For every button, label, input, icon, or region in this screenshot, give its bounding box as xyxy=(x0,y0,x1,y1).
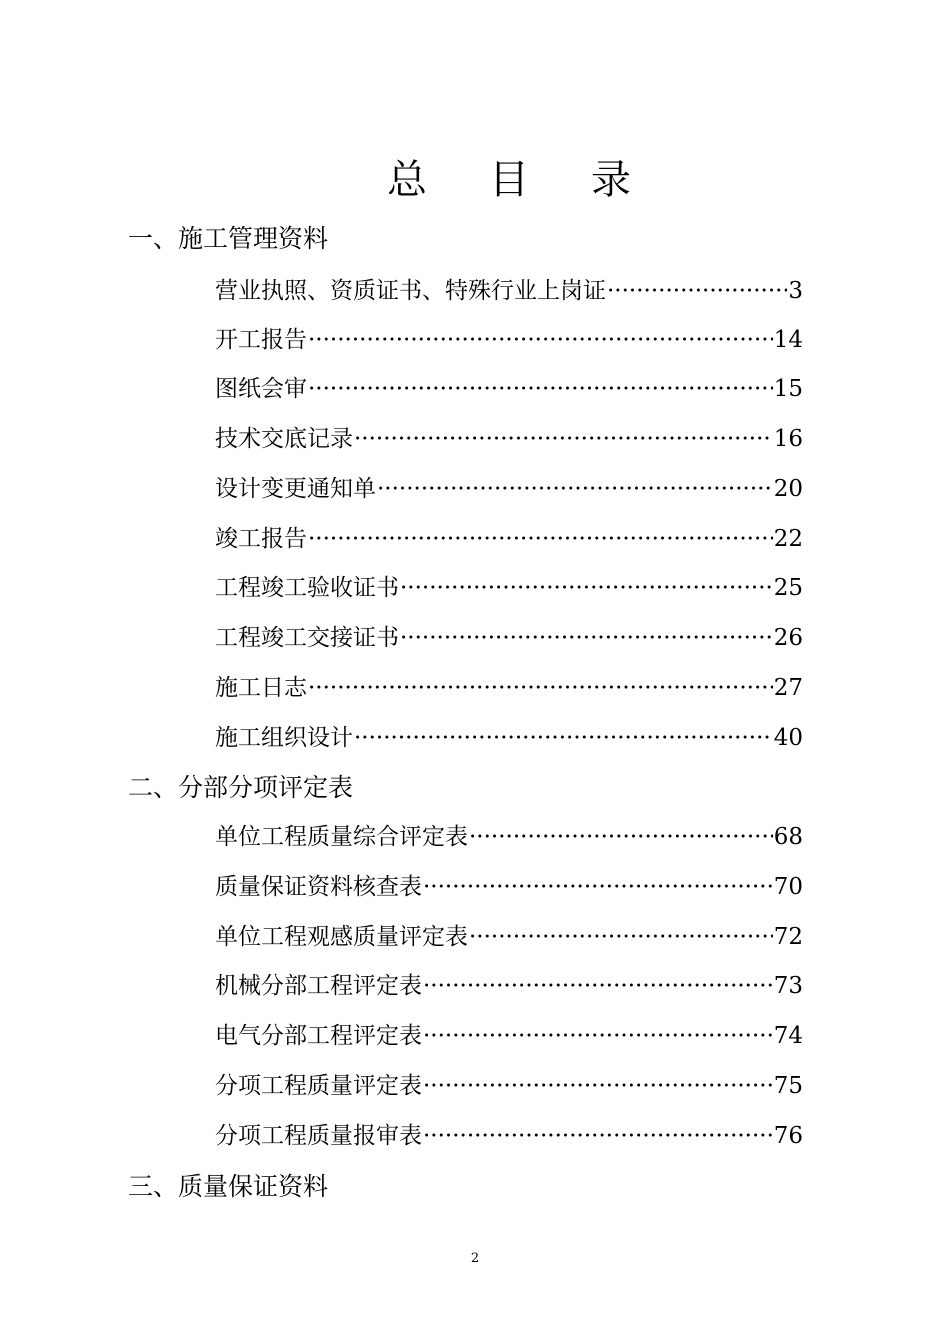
toc-entry-page: 75 xyxy=(773,1073,803,1099)
toc-entry[interactable] xyxy=(215,672,803,704)
toc-entry-label: 质量保证资料核查表 xyxy=(215,874,422,900)
toc-entry-page: 22 xyxy=(773,526,803,552)
page-title xyxy=(0,152,950,208)
dot-leader xyxy=(308,672,773,704)
dot-leader xyxy=(354,423,773,455)
toc-entry-page: 76 xyxy=(773,1123,803,1149)
dot-leader xyxy=(400,622,773,654)
title-char: 目 xyxy=(489,157,529,203)
toc-entry[interactable] xyxy=(215,324,803,356)
toc-entry-label: 单位工程质量综合评定表 xyxy=(215,824,468,850)
toc-entry-page: 25 xyxy=(773,575,803,601)
toc-entry-label: 电气分部工程评定表 xyxy=(215,1023,422,1049)
toc-entry-label: 技术交底记录 xyxy=(215,426,353,452)
section-heading: 二、分部分项评定表 xyxy=(128,773,354,802)
toc-entry-page: 68 xyxy=(773,824,803,850)
dot-leader xyxy=(423,1120,773,1152)
toc-entry-label: 施工组织设计 xyxy=(215,725,353,751)
title-char: 总 xyxy=(387,157,427,203)
section-heading: 一、施工管理资料 xyxy=(128,224,329,253)
toc-entry-page: 40 xyxy=(773,725,803,751)
toc-entry[interactable] xyxy=(215,1120,803,1152)
dot-leader xyxy=(354,722,773,754)
dot-leader xyxy=(423,1020,773,1052)
dot-leader xyxy=(607,275,787,307)
toc-entry-page: 14 xyxy=(773,327,803,353)
toc-entry-page: 73 xyxy=(773,973,803,999)
toc-entry-label: 图纸会审 xyxy=(215,376,307,402)
toc-entry[interactable] xyxy=(215,722,803,754)
toc-entry-page: 20 xyxy=(773,476,803,502)
dot-leader xyxy=(423,871,773,903)
toc-entry[interactable] xyxy=(215,572,803,604)
toc-entry[interactable] xyxy=(215,373,803,405)
toc-entry[interactable] xyxy=(215,275,803,307)
toc-entry[interactable] xyxy=(215,970,803,1002)
toc-entry-label: 营业执照、资质证书、特殊行业上岗证 xyxy=(215,278,606,304)
page-number: 2 xyxy=(470,1251,480,1266)
toc-entry-page: 70 xyxy=(773,874,803,900)
toc-entry-label: 施工日志 xyxy=(215,675,307,701)
toc-entry[interactable] xyxy=(215,1020,803,1052)
toc-entry-page: 27 xyxy=(773,675,803,701)
dot-leader xyxy=(308,523,773,555)
dot-leader xyxy=(469,921,773,953)
toc-entry[interactable] xyxy=(215,523,803,555)
toc-entry-label: 机械分部工程评定表 xyxy=(215,973,422,999)
dot-leader xyxy=(308,324,773,356)
toc-entry[interactable] xyxy=(215,423,803,455)
title-char: 录 xyxy=(591,157,631,203)
section-heading: 三、质量保证资料 xyxy=(128,1172,329,1201)
dot-leader xyxy=(423,1070,773,1102)
toc-entry-page: 15 xyxy=(773,376,803,402)
toc-entry[interactable] xyxy=(215,1070,803,1102)
toc-entry[interactable] xyxy=(215,622,803,654)
dot-leader xyxy=(423,970,773,1002)
toc-entry-page: 72 xyxy=(773,924,803,950)
toc-entry-label: 单位工程观感质量评定表 xyxy=(215,924,468,950)
toc-entry-page: 3 xyxy=(788,278,803,304)
dot-leader xyxy=(308,373,773,405)
toc-entry-label: 分项工程质量评定表 xyxy=(215,1073,422,1099)
toc-entry-label: 工程竣工验收证书 xyxy=(215,575,399,601)
dot-leader xyxy=(469,821,773,853)
toc-entry-label: 开工报告 xyxy=(215,327,307,353)
toc-entry-label: 竣工报告 xyxy=(215,526,307,552)
toc-entry[interactable] xyxy=(215,871,803,903)
dot-leader xyxy=(400,572,773,604)
toc-entry-label: 工程竣工交接证书 xyxy=(215,625,399,651)
toc-entry-page: 26 xyxy=(773,625,803,651)
toc-entry[interactable] xyxy=(215,473,803,505)
dot-leader xyxy=(377,473,773,505)
toc-entry-page: 16 xyxy=(773,426,803,452)
toc-entry[interactable] xyxy=(215,921,803,953)
toc-entry[interactable] xyxy=(215,821,803,853)
toc-entry-label: 设计变更通知单 xyxy=(215,476,376,502)
toc-entry-page: 74 xyxy=(773,1023,803,1049)
toc-entry-label: 分项工程质量报审表 xyxy=(215,1123,422,1149)
